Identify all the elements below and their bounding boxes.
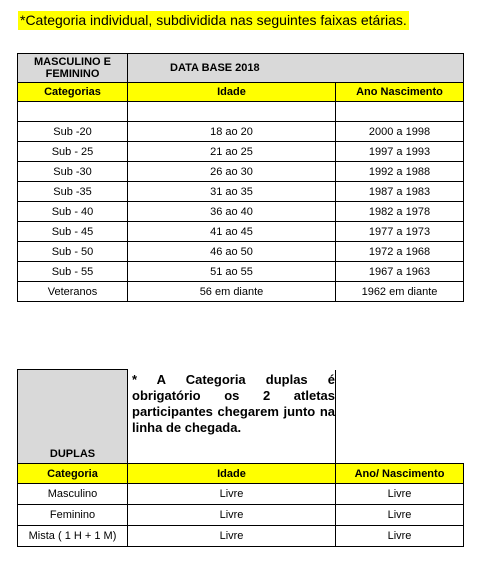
birth-year-cell: 1987 a 1983 [336,182,464,202]
base-header [128,54,464,83]
table-row [18,262,464,282]
age-cell: 21 ao 25 [128,142,336,162]
category-cell: Sub - 45 [18,222,128,242]
column-header: Categoria [18,464,128,484]
birth-year-cell: 1962 em diante [336,282,464,302]
table-row [18,505,464,526]
age-cell: 46 ao 50 [128,242,336,262]
category-cell: Sub -35 [18,182,128,202]
column-header: Ano Nascimento [336,83,464,102]
category-cell: Veteranos [18,282,128,302]
duplas-label: DUPLAS [18,370,128,464]
table-row [18,122,464,142]
category-cell: Sub - 55 [18,262,128,282]
table-row [18,526,464,547]
birth-year-cell: 1997 a 1993 [336,142,464,162]
duplas-note: * A Categoria duplas é obrigatório os 2 atletas participantes chegarem junto na linha de chegada. [128,370,336,464]
birth-year-cell: 1982 a 1978 [336,202,464,222]
birth-year-cell: 2000 a 1998 [336,122,464,142]
age-cell: 31 ao 35 [128,182,336,202]
empty-cell [18,102,128,122]
table-row [18,162,464,182]
table-row [18,202,464,222]
category-cell: Mista ( 1 H + 1 M) [18,526,128,547]
category-cell: Sub - 50 [18,242,128,262]
column-header: Idade [128,83,336,102]
age-cell: 26 ao 30 [128,162,336,182]
birth-year-cell: 1977 a 1973 [336,222,464,242]
empty-cell [336,370,464,464]
column-header: Ano/ Nascimento [336,464,464,484]
table-row [18,182,464,202]
age-cell: 18 ao 20 [128,122,336,142]
category-note: *Categoria individual, subdividida nas seguintes faixas etárias. [20,12,407,28]
category-cell: Sub -30 [18,162,128,182]
age-cell: 51 ao 55 [128,262,336,282]
age-categories-table [17,53,464,302]
base-header-label: DATA BASE 2018 [170,62,260,74]
birth-year-cell: Livre [336,505,464,526]
category-cell: Sub - 40 [18,202,128,222]
column-header: Categorias [18,83,128,102]
age-cell: Livre [128,505,336,526]
birth-year-cell: Livre [336,526,464,547]
empty-cell [336,102,464,122]
category-cell: Masculino [18,484,128,505]
table-row [18,282,464,302]
category-cell: Feminino [18,505,128,526]
group-header: MASCULINO E FEMININO [18,54,128,83]
table-row [18,484,464,505]
duplas-table [17,369,464,547]
column-header: Idade [128,464,336,484]
age-cell: 41 ao 45 [128,222,336,242]
table-row [18,142,464,162]
category-cell: Sub - 25 [18,142,128,162]
age-cell: 36 ao 40 [128,202,336,222]
table-row [18,222,464,242]
birth-year-cell: 1967 a 1963 [336,262,464,282]
table-row [18,242,464,262]
category-cell: Sub -20 [18,122,128,142]
empty-cell [128,102,336,122]
birth-year-cell: 1992 a 1988 [336,162,464,182]
age-cell: 56 em diante [128,282,336,302]
age-cell: Livre [128,526,336,547]
birth-year-cell: Livre [336,484,464,505]
birth-year-cell: 1972 a 1968 [336,242,464,262]
age-cell: Livre [128,484,336,505]
